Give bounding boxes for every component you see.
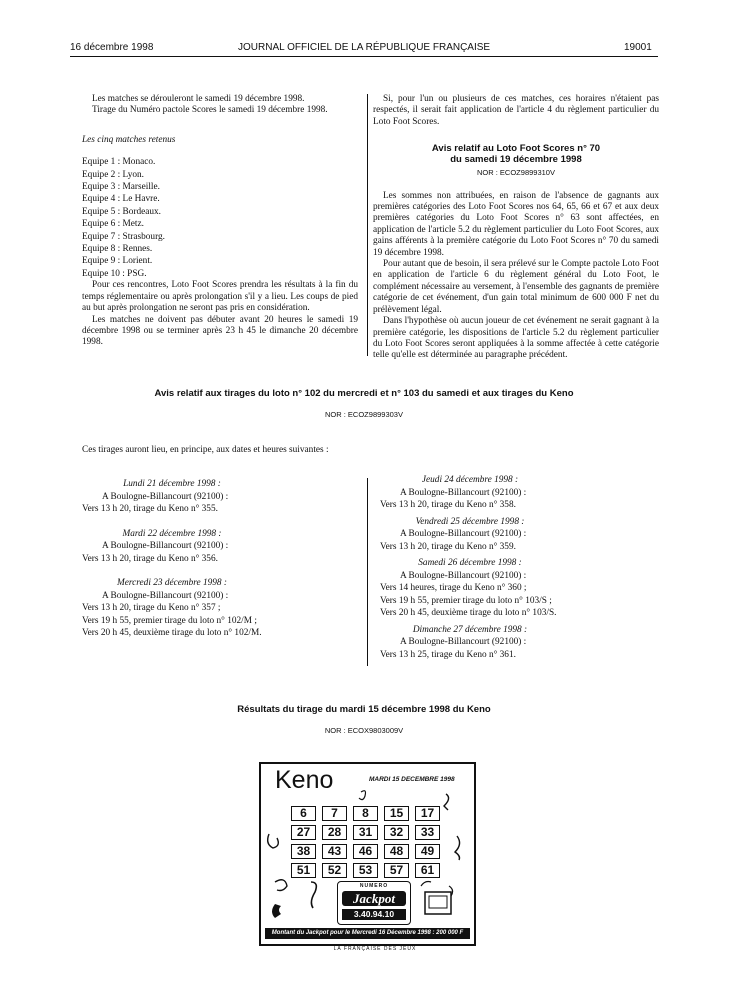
schedule-block: [380, 624, 658, 662]
schedule-block: [82, 528, 360, 566]
jackpot-number: 3.40.94.10: [342, 909, 406, 920]
schedule-right-column: [380, 474, 658, 665]
column-divider: [367, 94, 368, 356]
avis2-title: Avis relatif aux tirages du loto n° 102 du mercredi et n° 103 du samedi et aux tirages du Keno: [154, 388, 574, 399]
ticket-date: MARDI 15 DECEMBRE 1998: [369, 776, 455, 783]
schedule-block: [380, 474, 658, 512]
intro-line-1: Les matches se dérouleront le samedi 19 décembre 1998.: [92, 94, 305, 104]
rules-paragraph-1: Pour ces rencontres, Loto Foot Scores prendra les résultats à la fin du temps réglementaire ou après prolongation s'il y a lieu. Les coups de pied au but après prolongation ne seront pas pris en considération.: [82, 280, 358, 314]
avis2-intro: Ces tirages auront lieu, en principe, aux dates et heures suivantes :: [82, 445, 329, 455]
schedule-block: [82, 478, 360, 516]
header-rule: [70, 56, 658, 57]
schedule-place: A Boulogne-Billancourt (92100) :: [400, 487, 527, 498]
schedule-line: Vers 13 h 20, tirage du Keno n° 358.: [380, 500, 516, 510]
team-item: Equipe 6 : Metz.: [82, 219, 144, 230]
keno-number: 27: [291, 825, 316, 840]
schedule-date: Dimanche 27 décembre 1998 :: [412, 624, 528, 635]
team-item: Equipe 2 : Lyon.: [82, 169, 144, 180]
schedule-line: Vers 13 h 20, tirage du Keno n° 355.: [82, 504, 218, 514]
schedule-line: Vers 13 h 20, tirage du Keno n° 357 ;: [82, 603, 221, 613]
schedule-date: Lundi 21 décembre 1998 :: [123, 479, 221, 489]
keno-ticket: [259, 762, 476, 946]
keno-number: 61: [415, 863, 440, 878]
schedule-block: [380, 516, 658, 554]
keno-number: 17: [415, 806, 440, 821]
avis-paragraph-1: Les sommes non attribuées, en raison de l'absence de gagnants aux premières catégories des Loto Foot Scores nos 64, 65, 66 et 67 et aux deux premières catégories du Loto Foot Scores n° 63 sont affectées, en application de l'article 5.2 du règlement particulier du Loto Foot Scores, aux gains afférents à la première catégorie du Loto Foot Scores n° 70 du samedi 19 décembre 1998.: [373, 190, 659, 258]
schedule-line: Vers 20 h 45, deuxième tirage du loto n° 103/S.: [380, 608, 557, 618]
avis-title-line-2: du samedi 19 décembre 1998: [450, 154, 582, 166]
schedule-place: A Boulogne-Billancourt (92100) :: [400, 529, 527, 539]
schedule-date: Samedi 26 décembre 1998 :: [418, 558, 522, 568]
keno-number: 31: [353, 825, 378, 840]
keno-number: 15: [384, 806, 409, 821]
left-column: [82, 94, 358, 349]
schedule-line: Vers 19 h 55, premier tirage du loto n° 102/M ;: [82, 615, 257, 626]
schedule-place: A Boulogne-Billancourt (92100) :: [102, 590, 229, 601]
schedule-line: Vers 13 h 20, tirage du Keno n° 359.: [380, 541, 516, 552]
avis-paragraph-3: Dans l'hypothèse où aucun joueur de cet événement ne serait gagnant à la première catégorie, les dispositions de l'article 5.2 du règlement particulier du Loto Foot Scores seront appliquées à la somme affectée à cette catégorie telle qu'elle est déterminée au paragraphe précédent.: [373, 316, 659, 361]
schedule-line: Vers 20 h 45, deuxième tirage du loto n° 102/M.: [82, 628, 262, 638]
team-item: Equipe 7 : Strasbourg.: [82, 231, 165, 242]
keno-number: 52: [322, 863, 347, 878]
teams-list: [82, 156, 358, 280]
keno-number: 46: [353, 844, 378, 859]
keno-number: 7: [322, 806, 347, 821]
schedule-line: Vers 13 h 20, tirage du Keno n° 356.: [82, 553, 218, 564]
jackpot-word: Jackpot: [342, 891, 406, 906]
schedule-block: [380, 557, 658, 620]
schedule-line: Vers 13 h 25, tirage du Keno n° 361.: [380, 649, 516, 660]
schedule-date: Mardi 22 décembre 1998 :: [122, 528, 222, 539]
schedule-place: A Boulogne-Billancourt (92100) :: [400, 637, 527, 647]
keno-number: 48: [384, 844, 409, 859]
jackpot-label: NUMERO: [359, 883, 389, 889]
schedule-date: Jeudi 24 décembre 1998 :: [421, 475, 519, 485]
jackpot-banner: Montant du Jackpot pour le Mercredi 16 Décembre 1998 : 200 000 F: [265, 928, 470, 939]
matches-heading: Les cinq matches retenus: [82, 134, 176, 145]
schedule-place: A Boulogne-Billancourt (92100) :: [102, 541, 229, 551]
results-title: Résultats du tirage du mardi 15 décembre 1998 du Keno: [237, 704, 491, 715]
jackpot-box: [337, 881, 411, 925]
team-item: Equipe 4 : Le Havre.: [82, 194, 160, 205]
avis-paragraph-2: Pour autant que de besoin, il sera prélevé sur le Compte pactole Loto Foot en application de l'article 6 du règlement général du Loto Foot, le complément nécessaire au versement, à l'ensemble des gagnants de première catégorie de cet événement, d'un gain total minimum de 600 000 F net du prélèvement légal.: [373, 259, 659, 315]
keno-number: 8: [353, 806, 378, 821]
schedule-paragraph: Si, pour l'un ou plusieurs de ces matches, ces horaires n'étaient pas respectés, il serait fait application de l'article 4 du règlement particulier du Loto Foot Scores.: [373, 94, 659, 127]
keno-number: 38: [291, 844, 316, 859]
schedule-line: Vers 14 heures, tirage du Keno n° 360 ;: [380, 583, 527, 593]
keno-number: 49: [415, 844, 440, 859]
schedule-line: Vers 19 h 55, premier tirage du loto n° 103/S ;: [380, 595, 552, 606]
team-item: Equipe 10 : PSG.: [82, 268, 147, 279]
avis-title-line-1: Avis relatif au Loto Foot Scores n° 70: [431, 143, 601, 155]
keno-number: 28: [322, 825, 347, 840]
schedule-date: Mercredi 23 décembre 1998 :: [117, 578, 227, 588]
keno-number: 32: [384, 825, 409, 840]
journal-title: JOURNAL OFFICIEL DE LA RÉPUBLIQUE FRANÇAISE: [238, 42, 491, 53]
team-item: Equipe 3 : Marseille.: [82, 182, 160, 193]
keno-number: 51: [291, 863, 316, 878]
keno-number: 6: [291, 806, 316, 821]
team-item: Equipe 9 : Lorient.: [82, 256, 153, 267]
intro-line-2: Tirage du Numéro pactole Scores le samedi 19 décembre 1998.: [92, 105, 328, 116]
keno-number: 57: [384, 863, 409, 878]
schedule-date: Vendredi 25 décembre 1998 :: [415, 516, 525, 527]
schedule-place: A Boulogne-Billancourt (92100) :: [400, 570, 527, 581]
results-nor: NOR : ECOX9803009V: [324, 726, 404, 735]
keno-logo: Keno: [275, 766, 334, 794]
avis2-nor: NOR : ECOZ9899303V: [325, 410, 403, 419]
schedule-left-column: [82, 478, 360, 652]
keno-number: 33: [415, 825, 440, 840]
team-item: Equipe 1 : Monaco.: [82, 157, 156, 168]
header-date: 16 décembre 1998: [70, 42, 154, 53]
schedule-divider: [367, 478, 368, 666]
avis-nor: NOR : ECOZ9899310V: [477, 168, 555, 178]
keno-number: 53: [353, 863, 378, 878]
page-number: 19001: [624, 42, 652, 53]
keno-number: 43: [322, 844, 347, 859]
schedule-block: [82, 577, 360, 640]
schedule-place: A Boulogne-Billancourt (92100) :: [102, 491, 229, 502]
team-item: Equipe 5 : Bordeaux.: [82, 206, 162, 217]
team-item: Equipe 8 : Rennes.: [82, 244, 153, 255]
rules-paragraph-2: Les matches ne doivent pas débuter avant 20 heures le samedi 19 décembre 1998 ou se terminer après 23 h 45 le dimanche 20 décembre 1998.: [82, 314, 358, 348]
right-column: [373, 94, 659, 362]
fdj-footer: LA FRANÇAISE DES JEUX: [333, 946, 417, 952]
